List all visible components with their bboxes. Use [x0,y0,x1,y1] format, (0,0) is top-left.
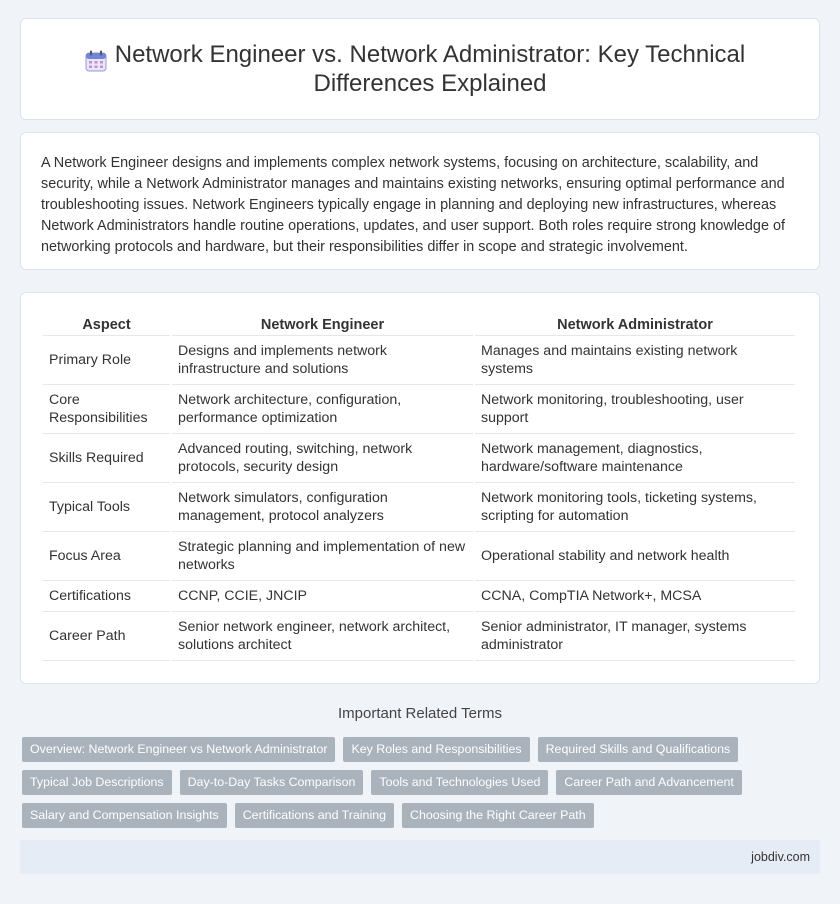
related-term-tag[interactable]: Certifications and Training [235,803,394,828]
aspect-cell: Primary Role [43,336,170,385]
comparison-table [41,309,797,661]
related-terms-heading: Important Related Terms [338,705,502,722]
related-term-tag[interactable]: Day-to-Day Tasks Comparison [180,770,364,795]
engineer-cell: Designs and implements network infrastructure and solutions [172,336,473,385]
administrator-cell: Network management, diagnostics, hardware/software maintenance [475,434,795,483]
engineer-cell: Senior network engineer, network architect, solutions architect [172,612,473,661]
calendar-icon [84,49,108,73]
intro-card [20,132,820,270]
table-row [43,434,795,483]
table-header-row [43,309,795,336]
related-term-tag[interactable]: Required Skills and Qualifications [538,737,739,762]
aspect-cell: Skills Required [43,434,170,483]
comparison-table-card [20,292,820,684]
aspect-cell: Core Responsibilities [43,385,170,434]
related-term-tag[interactable]: Tools and Technologies Used [371,770,548,795]
footer [20,840,820,874]
aspect-cell: Certifications [43,581,170,612]
table-row [43,483,795,532]
administrator-cell: Manages and maintains existing network systems [475,336,795,385]
related-term-tag[interactable]: Career Path and Advancement [556,770,741,795]
footer-site-link[interactable]: jobdiv.com [751,850,810,864]
table-row [43,581,795,612]
table-row [43,532,795,581]
related-term-tag[interactable]: Choosing the Right Career Path [402,803,594,828]
administrator-cell: Operational stability and network health [475,532,795,581]
table-row [43,612,795,661]
header-network-engineer: Network Engineer [172,309,473,336]
related-term-tag[interactable]: Key Roles and Responsibilities [343,737,529,762]
administrator-cell: Network monitoring tools, ticketing systems, scripting for automation [475,483,795,532]
administrator-cell: Senior administrator, IT manager, systems administrator [475,612,795,661]
header-network-administrator: Network Administrator [475,309,795,336]
engineer-cell: Network architecture, configuration, performance optimization [172,385,473,434]
table-row [43,336,795,385]
related-term-tag[interactable]: Overview: Network Engineer vs Network Administrator [22,737,335,762]
header-aspect: Aspect [43,309,170,336]
aspect-cell: Focus Area [43,532,170,581]
engineer-cell: CCNP, CCIE, JNCIP [172,581,473,612]
administrator-cell: Network monitoring, troubleshooting, user support [475,385,795,434]
intro-paragraph: A Network Engineer designs and implements complex network systems, focusing on architecture, scalability, and security, while a Network Administrator manages and maintains existing networks, ensuring optimal performance and troubleshooting issues. Network Engineers typically engage in planning and deploying new infrastructures, whereas Network Administrators handle routine operations, updates, and user support. Both roles require strong knowledge of networking protocols and hardware, but their responsibilities differ in scope and strategic involvement. [41,155,785,255]
aspect-cell: Career Path [43,612,170,661]
related-term-tag[interactable]: Typical Job Descriptions [22,770,172,795]
administrator-cell: CCNA, CompTIA Network+, MCSA [475,581,795,612]
engineer-cell: Strategic planning and implementation of new networks [172,532,473,581]
related-terms-list [22,737,802,828]
engineer-cell: Network simulators, configuration management, protocol analyzers [172,483,473,532]
engineer-cell: Advanced routing, switching, network protocols, security design [172,434,473,483]
related-term-tag[interactable]: Salary and Compensation Insights [22,803,227,828]
page-title: Network Engineer vs. Network Administrator: Key Technical Differences Explained [114,41,746,97]
aspect-cell: Typical Tools [43,483,170,532]
table-row [43,385,795,434]
title-card [20,18,820,120]
